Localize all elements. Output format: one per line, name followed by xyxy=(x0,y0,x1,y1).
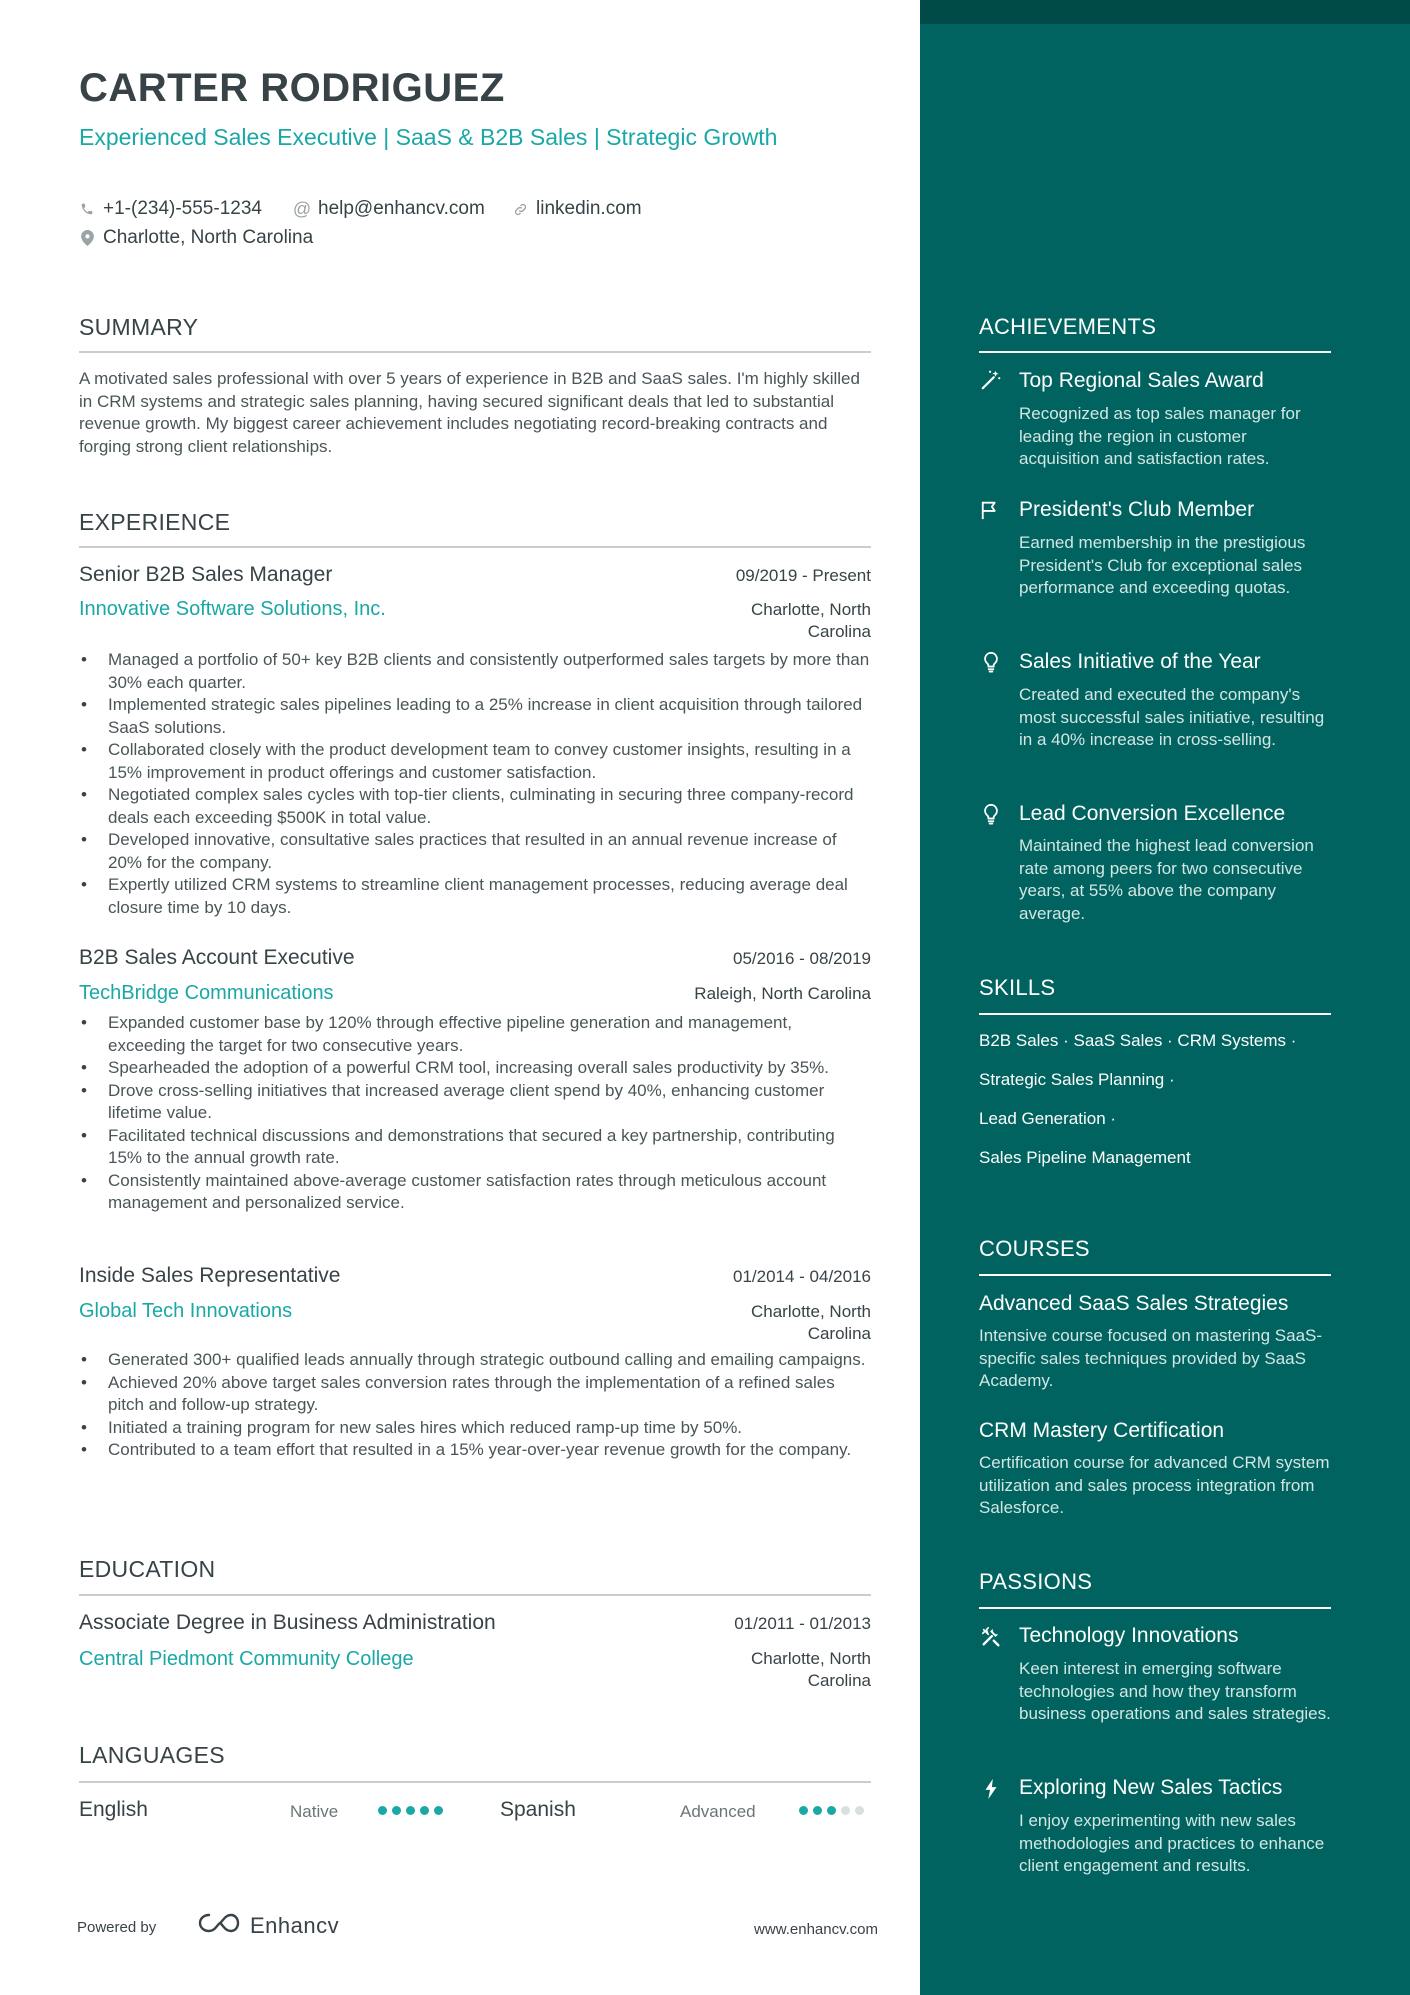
language-proficiency-dots xyxy=(378,1806,443,1815)
passion-title: Technology Innovations xyxy=(1019,1624,1239,1647)
lightbulb-icon xyxy=(979,802,1003,826)
skills-line: B2B Sales · SaaS Sales · CRM Systems · xyxy=(979,1031,1297,1050)
passion-description: I enjoy experimenting with new sales methodologies and practices to enhance client engagement and results. xyxy=(1019,1811,1325,1875)
contact-email[interactable] xyxy=(294,198,485,220)
courses-heading: COURSES xyxy=(979,1236,1090,1261)
job-title: B2B Sales Account Executive xyxy=(79,946,355,969)
job-bullet: • Spearheaded the adoption of a powerful CRM tool, increasing overall sales productivity by 35%. xyxy=(79,1057,871,1080)
skills-divider xyxy=(979,1013,1331,1015)
job-bullet: • Drove cross-selling initiatives that increased average client spend by 40%, enhancing customer lifetime value. xyxy=(79,1080,871,1125)
skills-line: Sales Pipeline Management xyxy=(979,1148,1191,1167)
job-bullet: • Managed a portfolio of 50+ key B2B clients and consistently outperformed sales targets by more than 30% each quarter. xyxy=(79,649,871,694)
job-location: Charlotte, North Carolina xyxy=(751,600,871,641)
proficiency-dot-filled xyxy=(406,1806,415,1815)
proficiency-dot-empty xyxy=(841,1806,850,1815)
job-location: Charlotte, North Carolina xyxy=(751,1302,871,1343)
summary-heading: SUMMARY xyxy=(79,314,199,340)
passions-heading: PASSIONS xyxy=(979,1569,1093,1594)
passion-description: Keen interest in emerging software technologies and how they transform business operations and sales strategies. xyxy=(1019,1659,1331,1723)
languages-heading: LANGUAGES xyxy=(79,1742,225,1768)
job-bullet: • Achieved 20% above target sales conversion rates through the implementation of a refined sales pitch and follow-up strategy. xyxy=(79,1372,871,1417)
powered-by-label: Powered by xyxy=(77,1919,157,1936)
skills-line: Strategic Sales Planning · xyxy=(979,1070,1175,1089)
job-bullet: • Consistently maintained above-average customer satisfaction rates through meticulous account management and personalized service. xyxy=(79,1170,871,1215)
lightning-icon xyxy=(979,1777,1003,1801)
passion-title: Exploring New Sales Tactics xyxy=(1019,1776,1283,1799)
phone-text: +1-(234)-555-1234 xyxy=(103,198,262,219)
achievement-title: Sales Initiative of the Year xyxy=(1019,650,1261,673)
candidate-name: CARTER RODRIGUEZ xyxy=(79,66,505,110)
achievement-description: Earned membership in the prestigious President's Club for exceptional sales performance and exceeding quotas. xyxy=(1019,533,1306,597)
job-bullet: • Generated 300+ qualified leads annually through strategic outbound calling and emailing campaigns. xyxy=(79,1349,871,1372)
education-location: Charlotte, North Carolina xyxy=(751,1649,871,1690)
job-bullets xyxy=(79,649,871,919)
email-text: help@enhancv.com xyxy=(318,198,485,219)
job-bullet: • Implemented strategic sales pipelines leading to a 25% increase in client acquisition through tailored SaaS solutions. xyxy=(79,694,871,739)
job-bullet: • Initiated a training program for new sales hires which reduced ramp-up time by 50%. xyxy=(79,1417,871,1440)
achievement-title: President's Club Member xyxy=(1019,498,1255,521)
contact-location xyxy=(79,227,313,249)
proficiency-dot-filled xyxy=(392,1806,401,1815)
experience-divider xyxy=(79,546,871,548)
link-icon xyxy=(512,202,528,217)
job-bullet: • Expertly utilized CRM systems to streamline client management processes, reducing average deal closure time by 10 days. xyxy=(79,874,871,919)
job-title: Inside Sales Representative xyxy=(79,1264,341,1287)
job-bullet: • Facilitated technical discussions and demonstrations that secured a key partnership, contributing 15% to the annual growth rate. xyxy=(79,1125,871,1170)
summary-divider xyxy=(79,351,871,353)
job-dates: 09/2019 - Present xyxy=(735,566,871,585)
lightbulb-icon xyxy=(979,650,1003,674)
education-degree: Associate Degree in Business Administration xyxy=(79,1611,496,1634)
location-pin-icon xyxy=(79,230,95,246)
candidate-headline: Experienced Sales Executive | SaaS & B2B Sales | Strategic Growth xyxy=(79,124,778,150)
achievement-description: Maintained the highest lead conversion rate among peers for two consecutive years, at 55% above the company average. xyxy=(1019,836,1314,923)
passions-divider xyxy=(979,1607,1331,1609)
education-dates: 01/2011 - 01/2013 xyxy=(734,1614,871,1633)
contact-phone[interactable] xyxy=(79,198,262,220)
job-bullet: • Collaborated closely with the product development team to convey customer insights, resulting in a 15% improvement in product offerings and customer satisfaction. xyxy=(79,739,871,784)
enhancv-logo[interactable] xyxy=(196,1911,339,1941)
job-bullets xyxy=(79,1012,871,1215)
course-description: Intensive course focused on mastering SaaS-specific sales techniques provided by SaaS Academy. xyxy=(979,1326,1323,1390)
job-company[interactable]: Global Tech Innovations xyxy=(79,1300,293,1322)
languages-divider xyxy=(79,1781,871,1783)
job-location: Raleigh, North Carolina xyxy=(694,984,871,1003)
language-name: Spanish xyxy=(500,1798,576,1821)
course-description: Certification course for advanced CRM system utilization and sales process integration from Salesforce. xyxy=(979,1453,1330,1517)
sidebar-top-band xyxy=(920,0,1410,24)
at-sign-icon: @ xyxy=(292,198,312,219)
linkedin-text: linkedin.com xyxy=(536,198,642,219)
education-heading: EDUCATION xyxy=(79,1556,216,1582)
proficiency-dot-filled xyxy=(420,1806,429,1815)
language-proficiency-dots xyxy=(799,1806,864,1815)
skills-heading: SKILLS xyxy=(979,975,1056,1000)
job-bullet: • Expanded customer base by 120% through effective pipeline generation and management, exceeding the target for two consecutive years. xyxy=(79,1012,871,1057)
proficiency-dot-filled xyxy=(799,1806,808,1815)
achievement-description: Recognized as top sales manager for leading the region in customer acquisition and satisfaction rates. xyxy=(1019,404,1301,468)
proficiency-dot-filled xyxy=(813,1806,822,1815)
job-company[interactable]: Innovative Software Solutions, Inc. xyxy=(79,598,386,620)
location-text: Charlotte, North Carolina xyxy=(103,227,314,248)
experience-heading: EXPERIENCE xyxy=(79,509,231,535)
job-company[interactable]: TechBridge Communications xyxy=(79,982,334,1004)
achievements-divider xyxy=(979,351,1331,353)
flag-icon xyxy=(979,498,1003,522)
achievements-heading: ACHIEVEMENTS xyxy=(979,314,1157,339)
proficiency-dot-filled xyxy=(378,1806,387,1815)
education-divider xyxy=(79,1594,871,1596)
proficiency-dot-filled xyxy=(434,1806,443,1815)
achievement-description: Created and executed the company's most successful sales initiative, resulting in a 40% increase in cross-selling. xyxy=(1019,685,1325,749)
language-level: Native xyxy=(290,1802,339,1821)
contact-linkedin[interactable] xyxy=(512,198,642,220)
language-name: English xyxy=(79,1798,148,1821)
proficiency-dot-filled xyxy=(827,1806,836,1815)
courses-divider xyxy=(979,1274,1331,1276)
summary-text: A motivated sales professional with over 5 years of experience in B2B and SaaS sales. I'm highly skilled in CRM systems and strategic sales planning, having secured significant deals that led to substantial revenue growth. My biggest career achievement includes negotiating record-breaking contracts and forging strong client relationships. xyxy=(79,369,860,457)
skills-line: Lead Generation · xyxy=(979,1109,1117,1128)
job-dates: 01/2014 - 04/2016 xyxy=(732,1267,871,1286)
enhancv-logo-icon xyxy=(196,1911,242,1941)
language-level: Advanced xyxy=(680,1802,756,1821)
job-bullet: • Negotiated complex sales cycles with top-tier clients, culminating in securing three company-record deals each exceeding $500K in total value. xyxy=(79,784,871,829)
proficiency-dot-empty xyxy=(855,1806,864,1815)
job-bullet: • Developed innovative, consultative sales practices that resulted in an annual revenue increase of 20% for the company. xyxy=(79,829,871,874)
achievement-title: Top Regional Sales Award xyxy=(1019,369,1264,392)
magic-wand-icon xyxy=(979,368,1003,392)
job-bullet: • Contributed to a team effort that resulted in a 15% year-over-year revenue growth for the company. xyxy=(79,1439,871,1462)
footer-website[interactable]: www.enhancv.com xyxy=(754,1921,878,1938)
education-school[interactable]: Central Piedmont Community College xyxy=(79,1648,414,1670)
job-dates: 05/2016 - 08/2019 xyxy=(732,949,871,968)
job-bullets xyxy=(79,1349,871,1462)
job-title: Senior B2B Sales Manager xyxy=(79,563,333,586)
phone-icon xyxy=(79,202,95,216)
course-title: Advanced SaaS Sales Strategies xyxy=(979,1292,1289,1315)
enhancv-logo-text: Enhancv xyxy=(250,1913,340,1938)
tools-icon xyxy=(979,1625,1003,1649)
achievement-title: Lead Conversion Excellence xyxy=(1019,802,1286,825)
course-title: CRM Mastery Certification xyxy=(979,1419,1225,1442)
